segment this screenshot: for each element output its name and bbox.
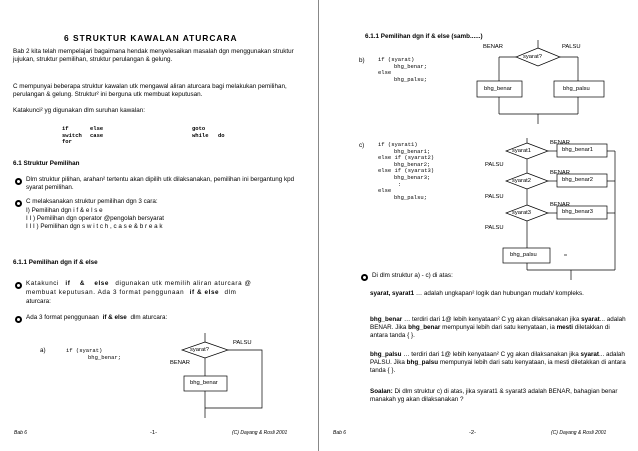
keyword: goto: [192, 125, 206, 132]
question-paragraph: Soalan: Di dlm struktur c) di atas, jika syarat1 & syarat3 adalah BENAR, bahagian benar manakah yg akan dilaksanakan ?: [370, 388, 618, 403]
keyword: if: [62, 125, 69, 132]
bullet-text-3-line-1: Katakunci if & else digunakan utk memilih aliran aturcara @: [26, 280, 252, 287]
code-line: bhg_benar;: [88, 354, 122, 361]
section-heading-6-1-1: 6.1.1 Pemilihan dgn if & else: [13, 259, 98, 266]
intro-paragraph-2: C mempunyai beberapa struktur kawalan utk mengawal aliran aturcara bagi melakukan pemilihan, perulangan & gelung. Struktur² ini berguna utk membuat keputusan.: [13, 83, 287, 98]
intro-paragraph-3: Katakunci² yg digunakan dlm suruhan kawalan:: [13, 107, 145, 114]
code-block-b: if (syarat) bhg_benar; else bhg_palsu;: [378, 56, 428, 83]
flow-true-label: BENAR: [550, 170, 570, 176]
bullet-text-4: Ada 3 format penggunaan if & else dlm aturcara:: [26, 314, 168, 321]
method-item: I I I ) Pemilihan dgn s w i t c h , c a s e & b r e a k: [26, 223, 163, 230]
flowchart-c: [319, 0, 638, 451]
chapter-title: 6 STRUKTUR KAWALAN ATURCARA: [64, 33, 238, 43]
keyword: do: [218, 131, 225, 139]
keyword: for: [62, 138, 72, 146]
flow-box-text: bhg_palsu: [510, 252, 537, 258]
code-line: if (syarat): [66, 347, 103, 354]
bullet-text-3-line-2: membuat keputusan. Ada 3 format penggunaan if & else dlm: [26, 289, 237, 296]
section-heading-6-1: 6.1 Struktur Pemilihan: [13, 160, 80, 167]
code-label-b: b): [359, 57, 365, 64]
flow-true-label: BENAR: [170, 360, 190, 366]
keyword: case: [90, 131, 104, 139]
flow-false-label: PALSU: [485, 194, 504, 200]
flow-false-label: PALSU: [485, 225, 504, 231]
footer-page-number: -2-: [469, 430, 477, 436]
flow-cond-text: syarat1: [512, 147, 532, 154]
flow-box-text: bhg_palsu: [563, 86, 590, 92]
page-right: [319, 0, 638, 451]
footer-chapter: Bab 6: [333, 430, 347, 436]
flow-box-text: bhg_benar3: [562, 209, 593, 215]
keyword: else: [90, 125, 104, 132]
flow-box-text: bhg_benar2: [562, 177, 593, 183]
explain-paragraph-2: bhg_benar … terdiri dari 1@ lebih kenyataan² C yg akan dilaksanakan jika syarat... adalah BENAR. Jika bhg_benar mempunyai lebih dari satu kenyataan, ia mesti diletakkan di antara tanda { }.: [370, 316, 626, 339]
explain-paragraph-3: bhg_palsu … terdiri dari 1@ lebih kenyataan² C yg akan dilaksanakan jika syarat... adalah PALSU. Jika bhg_palsu mempunyai lebih dari satu kenyataan, ia mesti diletakkan di antara tanda { }.: [370, 351, 626, 374]
flow-box-text: bhg_benar: [190, 380, 218, 386]
footer-copyright: (C) Dayang & Rosli 2001: [232, 430, 288, 436]
flow-false-label: PALSU: [485, 162, 504, 168]
flow-true-label: BENAR: [550, 140, 570, 146]
bullet-text-2: C melaksanakan struktur pemilihan dgn 3 cara:: [26, 198, 158, 205]
bullet-text-5: Di dlm struktur a) - c) di atas:: [372, 272, 453, 279]
flow-box-text: bhg_benar: [484, 86, 512, 92]
bullet-text-3-line-3: aturcara:: [26, 298, 51, 305]
flow-cond-text: syarat3: [512, 209, 532, 216]
flow-cond-text: syarat2: [512, 177, 532, 184]
code-label-a: a): [40, 347, 46, 354]
footer-page-number: -1-: [150, 430, 158, 436]
flow-box-text: bhg_benar1: [562, 147, 593, 153]
method-item: I) Pemilihan dgn i f & e l s e: [26, 207, 103, 214]
section-continued-title: 6.1.1 Pemilihan dgn if & else (samb......): [365, 33, 483, 40]
flow-false-label: PALSU: [562, 44, 581, 50]
flow-false-label: PALSU: [233, 340, 252, 346]
footer-copyright: (C) Dayang & Rosli 2001: [551, 430, 607, 436]
bullet-text-1: Dlm struktur pilihan, arahan² tertentu akan dipilih utk dilaksanakan, pemilihan ini bergantung kpd syarat pemilihan.: [26, 176, 295, 191]
code-block-c: if (syarat1) bhg_benar1; else if (syarat2) bhg_benar2; else if (syarat3) bhg_benar3; : else bhg_palsu;: [378, 141, 435, 201]
flow-cond-text: syarat?: [523, 53, 543, 60]
flow-cond-text: syarat?: [190, 346, 210, 353]
code-label-c: c): [359, 142, 365, 149]
keyword: switch: [62, 131, 82, 139]
intro-paragraph-1: Bab 2 kita telah mempelajari bagaimana hendak menyelesaikan masalah dgn menggunakan struktur jujukan, struktur pemilihan, struktur perulangan & gelung.: [13, 48, 294, 63]
bullet-icon: [361, 274, 368, 281]
method-item: I I ) Pemilihan dgn operator @pengolah bersyarat: [26, 215, 165, 222]
flow-true-label: BENAR: [550, 202, 570, 208]
flow-true-label: BENAR: [483, 44, 503, 50]
keyword: while: [192, 131, 209, 139]
footer-chapter: Bab 6: [14, 430, 28, 436]
explain-paragraph-1: syarat, syarat1 … adalah ungkapan² logik dan hubungan mudah/ kompleks.: [370, 290, 584, 297]
